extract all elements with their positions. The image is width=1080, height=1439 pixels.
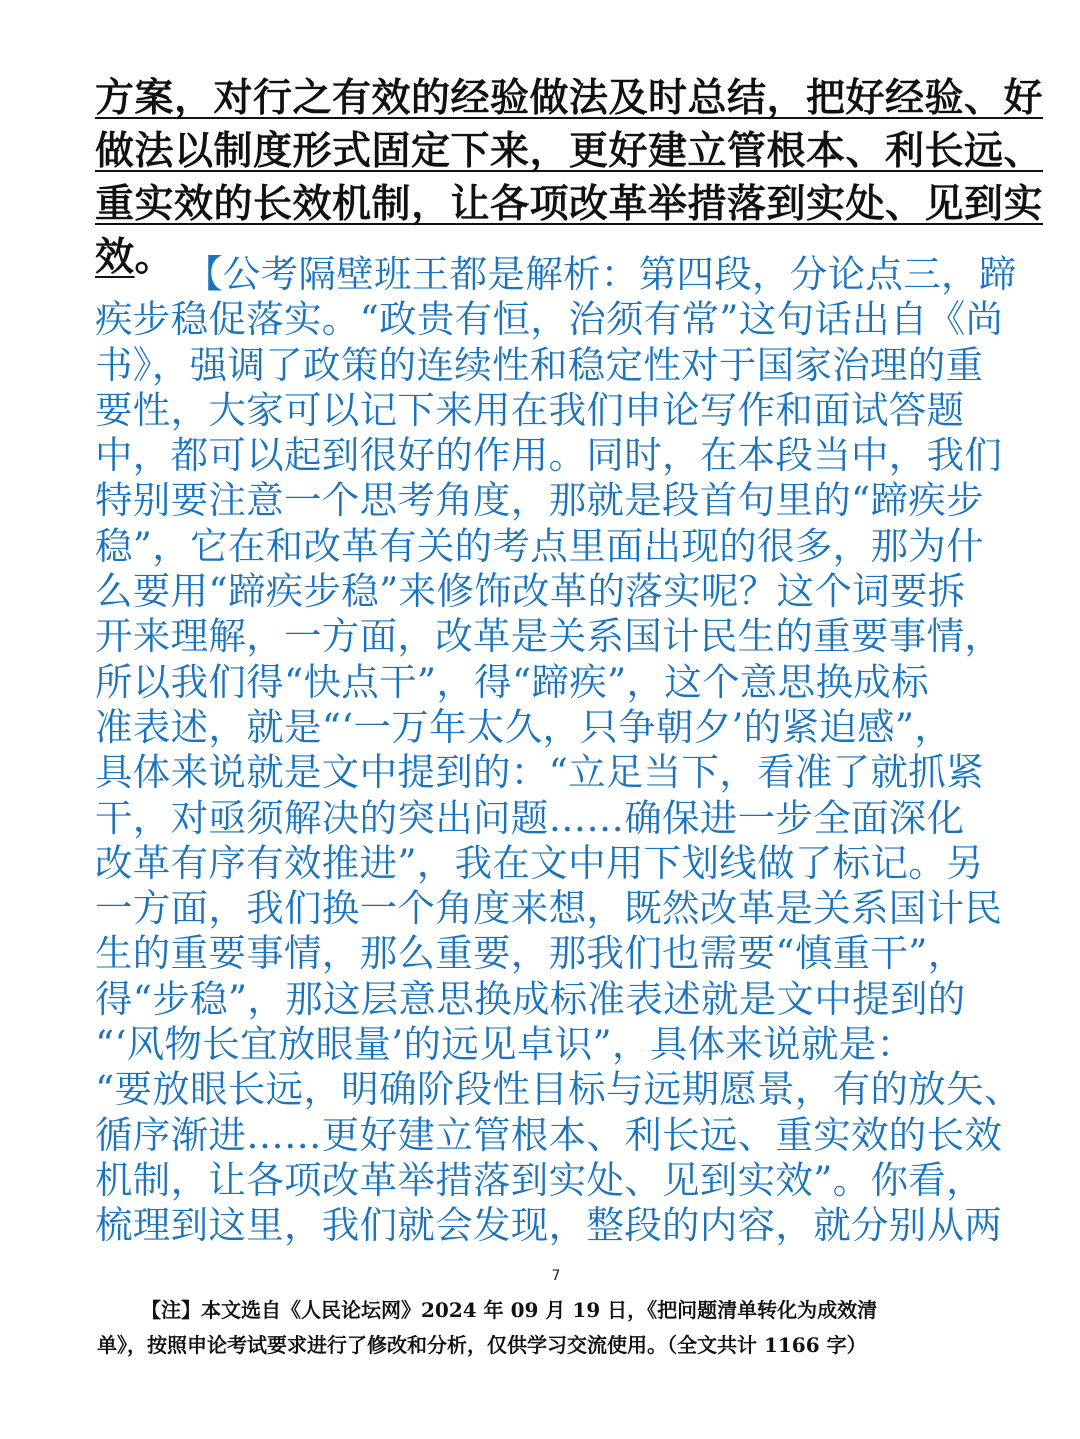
passage-line [95,72,1044,125]
note-line: 单》，按照申论考试要求进行了修改和分析，仅供学习交流使用。（全文共计 1166 字） [97,1333,867,1357]
page-number: 7 [551,1268,561,1284]
analysis-line: 【公考隔壁班王都是解析：第四段，分论点三，蹄 [185,252,1017,296]
analysis-line: 改革有序有效推进”，我在文中用下划线做了标记。另 [95,840,984,885]
analysis-line: 得“步稳”，那这层意思换成标准表述就是文中提到的 [95,976,966,1021]
analysis-line: 要性，大家可以记下来用在我们申论写作和面试答题 [95,387,965,432]
underlined-text: 重实效的长效机制，让各项改革举措落到实处、见到实 [95,181,1044,227]
analysis-line: 准表述，就是“‘一万年太久，只争朝夕’的紧迫感”， [95,704,953,749]
passage-line [95,178,1044,231]
analysis-line: 梳理到这里，我们就会发现，整段的内容，就分别从两 [95,1203,1003,1248]
analysis-line: 么要用“蹄疾步稳”来修饰改革的落实呢？这个词要拆 [95,569,966,614]
underlined-text: 做法以制度形式固定下来，更好建立管根本、利长远、 [95,128,1044,174]
analysis-line: “‘风物长宜放眼量’的远见卓识”，具体来说就是： [95,1022,915,1067]
passage-end-punctuation: 。 [134,234,175,280]
analysis-line: 生的重要事情，那么重要，那我们也需要“慎重干”， [95,931,966,976]
analysis-line: 中，都可以起到很好的作用。同时，在本段当中，我们 [95,433,1003,478]
passage-line [95,125,1044,178]
analysis-paragraph [95,252,1022,1249]
analysis-line: 一方面，我们换一个角度来想，既然改革是关系国计民 [95,886,1003,931]
analysis-line: 干，对亟须解决的突出问题……确保进一步全面深化 [95,795,965,840]
analysis-line: “要放眼长远，明确阶段性目标与远期愿景，有的放矢、 [95,1067,1022,1112]
underlined-text: 效 [95,234,135,280]
analysis-line: 稳”，它在和改革有关的考点里面出现的很多，那为什 [95,523,984,568]
underlined-text: 方案，对行之有效的经验做法及时总结，把好经验、好 [95,75,1044,121]
analysis-line: 疾步稳促落实。“政贵有恒，治须有常”这句话出自《尚 [95,297,1004,342]
note-line: 【注】本文选自《人民论坛网》2024 年 09 月 19 日，《把问题清单转化为成效清 [141,1298,878,1322]
analysis-line: 机制，让各项改革举措落到实处、见到实效”。你看， [95,1157,984,1202]
analysis-line: 开来理解，一方面，改革是关系国计民生的重要事情， [95,614,1003,659]
analysis-line: 具体来说就是文中提到的：“立足当下，看准了就抓紧 [95,750,984,795]
source-note [97,1293,997,1363]
analysis-line: 所以我们得“快点干”，得“蹄疾”，这个意思换成标 [95,659,929,704]
analysis-line: 循序渐进……更好建立管根本、利长远、重实效的长效 [95,1112,1003,1157]
analysis-line: 特别要注意一个思考角度，那就是段首句里的“蹄疾步 [95,478,984,523]
analysis-line: 书》，强调了政策的连续性和稳定性对于国家治理的重 [95,342,984,387]
